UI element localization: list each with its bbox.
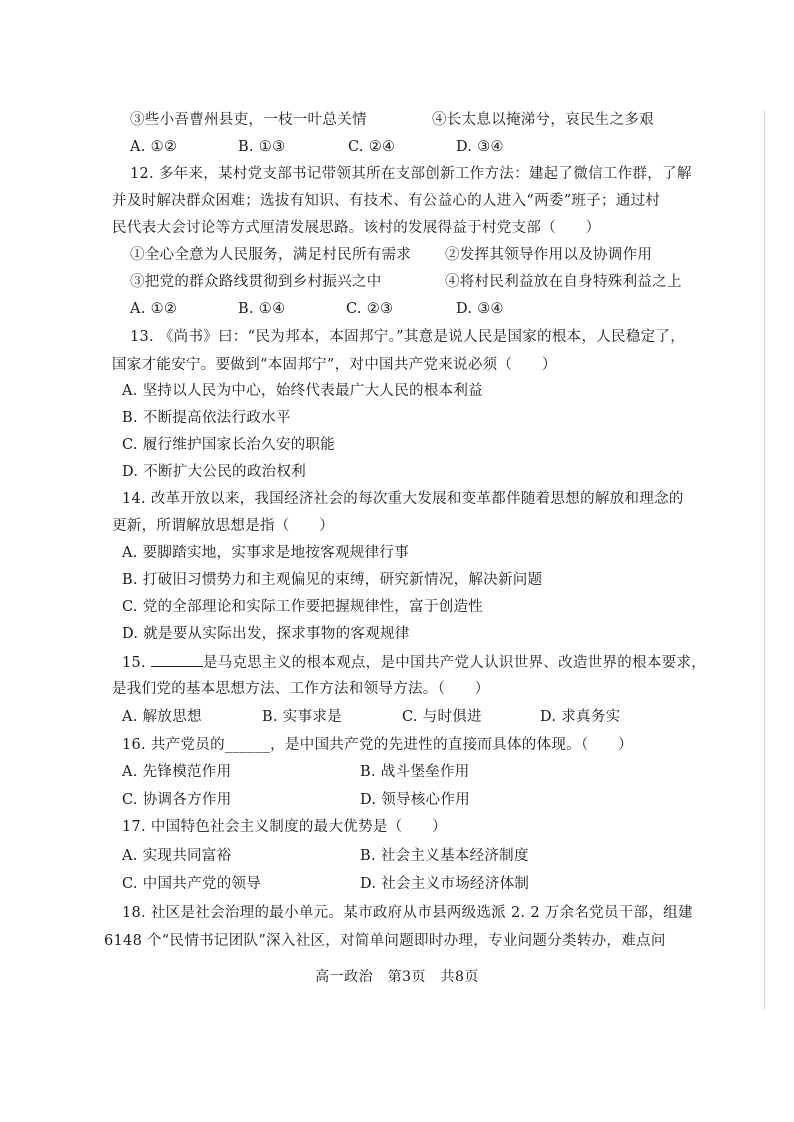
q11-item4: ④长太息以掩涕兮，哀民生之多艰 [432,112,654,128]
q18-stem-line1: 18. 社区是社会治理的最小单元。某市政府从市县两级选派 2. 2 万余名党员干部，组建 [122,905,693,921]
q18-stem-line2: 6148 个“民情书记团队”深入社区，对简单问题即时办理，专业问题分类转办，难点问 [104,933,666,949]
q16-stem: 16. 共产党员的______，是中国共产党的先进性的直接而具体的体现。（ ） [122,737,633,753]
q11-item3: ③些小吾曹州县吏，一枝一叶总关情 [130,112,367,128]
q15-option-c: C. 与时俱进 [402,709,482,725]
q12-item2: ②发挥其领导作用以及协调作用 [445,247,653,263]
q13-stem-line1: 13. 《尚书》曰：“民为邦本，本固邦宁。”其意是说人民是国家的根本，人民稳定了， [130,329,686,345]
q17-option-b: B. 社会主义基本经济制度 [360,848,529,864]
page-margin-rule [764,110,765,1010]
q17-option-a: A. 实现共同富裕 [122,848,232,864]
q14-option-d: D. 就是要从实际出发，探求事物的客观规律 [122,626,410,642]
q13-option-b: B. 不断提高依法行政水平 [122,410,291,426]
q15-number: 15. [122,655,151,671]
q14-stem-line1: 14. 改革开放以来，我国经济社会的每次重大发展和变革都伴随着思想的解放和理念的 [122,491,684,507]
page-footer: 高一政治 第3页 共8页 [315,969,479,985]
q12-option-c: C. ②③ [346,301,394,317]
q15-stem-line1 [122,652,706,673]
q17-stem: 17. 中国特色社会主义制度的最大优势是（ ） [122,819,447,835]
q11-option-a: A. ①② [130,139,178,155]
q12-option-b: B. ①④ [238,301,286,317]
q15-stem-rest: 是马克思主义的根本观点，是中国共产党人认识世界、改造世界的根本要求， [202,655,707,671]
q15-option-d: D. 求真务实 [540,709,621,725]
q15-stem-line2: 是我们党的基本思想方法、工作方法和领导方法。（ ） [112,681,490,697]
q13-stem-line2: 国家才能安宁。要做到“本固邦宁”，对中国共产党来说必须（ ） [112,357,557,373]
q16-option-c: C. 协调各方作用 [122,792,232,808]
q15-option-b: B. 实事求是 [262,709,342,725]
q14-option-b: B. 打破旧习惯势力和主观偏见的束缚，研究新情况，解决新问题 [122,572,543,588]
q12-item4: ④将村民利益放在自身特殊利益之上 [445,274,682,290]
q13-option-c: C. 履行维护国家长治久安的职能 [122,437,336,453]
q15-answer-blank [151,652,203,667]
q14-option-a: A. 要脚踏实地，实事求是地按客观规律行事 [122,545,409,561]
q16-option-b: B. 战斗堡垒作用 [360,764,470,780]
q11-option-d: D. ③④ [456,139,504,155]
q16-option-a: A. 先锋模范作用 [122,764,232,780]
q12-option-d: D. ③④ [456,301,504,317]
q16-option-d: D. 领导核心作用 [360,792,471,808]
q12-stem-line1: 12. 多年来，某村党支部书记带领其所在支部创新工作方法：建起了微信工作群，了解 [130,166,692,182]
q12-item1: ①全心全意为人民服务，满足村民所有需求 [130,247,412,263]
q17-option-c: C. 中国共产党的领导 [122,876,262,892]
q12-stem-line2: 并及时解决群众困难；选拔有知识、有技术、有公益心的人进入“两委”班子；通过村 [112,193,661,209]
q15-option-a: A. 解放思想 [122,709,202,725]
q14-option-c: C. 党的全部理论和实际工作要把握规律性，富于创造性 [122,599,484,615]
q11-option-c: C. ②④ [348,139,396,155]
q13-option-a: A. 坚持以人民为中心，始终代表最广大人民的根本利益 [122,383,483,399]
q13-option-d: D. 不断扩大公民的政治权利 [122,464,307,480]
q14-stem-line2: 更新，所谓解放思想是指（ ） [112,518,334,534]
q12-item3: ③把党的群众路线贯彻到乡村振兴之中 [130,274,382,290]
q11-option-b: B. ①③ [238,139,286,155]
q12-stem-line3: 民代表大会讨论等方式厘清发展思路。该村的发展得益于村党支部（ ） [112,220,601,236]
q17-option-d: D. 社会主义市场经济体制 [360,876,530,892]
q12-option-a: A. ①② [130,301,178,317]
